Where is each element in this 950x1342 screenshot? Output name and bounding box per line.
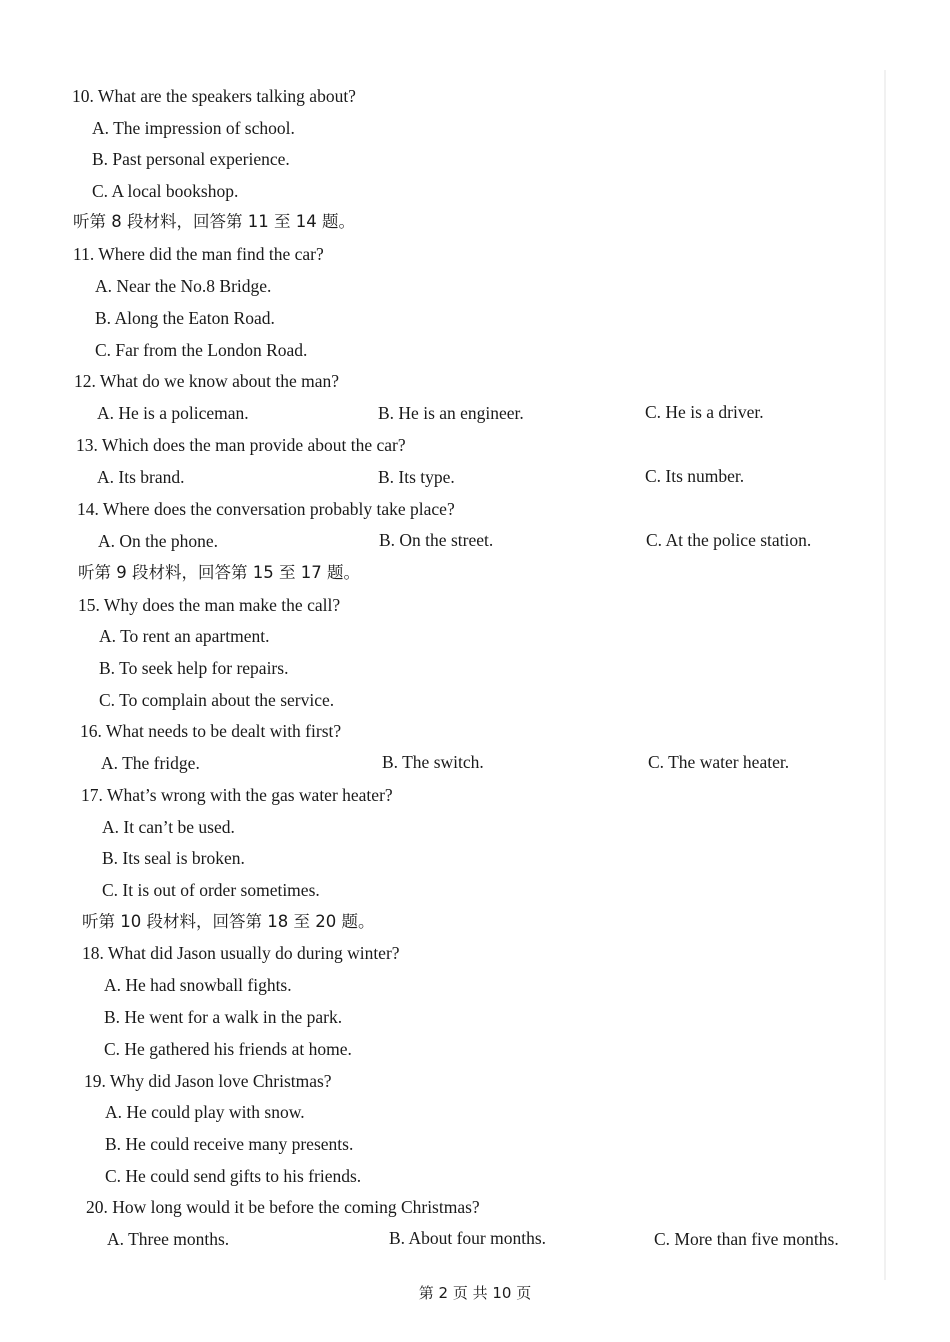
q17-option-b: B. Its seal is broken.: [102, 848, 245, 868]
q10-option-c: C. A local bookshop.: [92, 181, 239, 201]
q16-option-b: B. The switch.: [382, 752, 484, 772]
q12-option-a: A. He is a policeman.: [97, 403, 249, 423]
q20-option-c: C. More than five months.: [654, 1229, 839, 1249]
q20-stem: 20. How long would it be before the coming Christmas?: [86, 1197, 480, 1217]
q16-option-c: C. The water heater.: [648, 752, 790, 772]
section-8-heading: 听第 8 段材料，回答第 11 至 14 题。: [73, 212, 355, 231]
q19-option-c: C. He could send gifts to his friends.: [105, 1166, 362, 1186]
q12-option-c: C. He is a driver.: [645, 402, 764, 422]
q15-option-a: A. To rent an apartment.: [99, 626, 270, 646]
section-9-heading: 听第 9 段材料，回答第 15 至 17 题。: [78, 563, 360, 582]
q13-stem: 13. Which does the man provide about the car?: [76, 435, 406, 455]
scan-edge: [884, 70, 886, 1280]
section-10-heading: 听第 10 段材料，回答第 18 至 20 题。: [82, 912, 375, 931]
q14-stem: 14. Where does the conversation probably take place?: [77, 499, 455, 519]
q14-option-a: A. On the phone.: [98, 531, 219, 551]
q15-stem: 15. Why does the man make the call?: [78, 595, 341, 615]
q16-option-a: A. The fridge.: [101, 753, 200, 773]
q17-option-a: A. It can’t be used.: [102, 817, 235, 837]
q19-option-a: A. He could play with snow.: [105, 1102, 305, 1122]
q20-option-b: B. About four months.: [389, 1228, 547, 1248]
q15-option-b: B. To seek help for repairs.: [99, 658, 289, 678]
q10-option-b: B. Past personal experience.: [92, 149, 290, 169]
q14-option-c: C. At the police station.: [646, 530, 812, 550]
q19-option-b: B. He could receive many presents.: [105, 1134, 354, 1154]
q16-stem: 16. What needs to be dealt with first?: [80, 721, 342, 741]
q20-option-a: A. Three months.: [107, 1229, 230, 1249]
q11-stem: 11. Where did the man find the car?: [73, 244, 324, 264]
q19-stem: 19. Why did Jason love Christmas?: [84, 1071, 332, 1091]
q17-option-c: C. It is out of order sometimes.: [102, 880, 320, 900]
page-footer: 第 2 页 共 10 页: [418, 1284, 532, 1302]
q13-option-b: B. Its type.: [378, 467, 455, 487]
q17-stem: 17. What’s wrong with the gas water heater?: [81, 785, 393, 805]
q10-stem: 10. What are the speakers talking about?: [72, 86, 356, 106]
q11-option-b: B. Along the Eaton Road.: [95, 308, 275, 328]
q12-option-b: B. He is an engineer.: [378, 403, 524, 423]
q18-option-b: B. He went for a walk in the park.: [104, 1007, 343, 1027]
q11-option-a: A. Near the No.8 Bridge.: [95, 276, 272, 296]
q12-stem: 12. What do we know about the man?: [74, 371, 340, 391]
q14-option-b: B. On the street.: [379, 530, 494, 550]
q15-option-c: C. To complain about the service.: [99, 690, 335, 710]
q11-option-c: C. Far from the London Road.: [95, 340, 308, 360]
q13-option-c: C. Its number.: [645, 466, 745, 486]
q18-option-a: A. He had snowball fights.: [104, 975, 292, 995]
q18-stem: 18. What did Jason usually do during winter?: [82, 943, 400, 963]
q13-option-a: A. Its brand.: [97, 467, 185, 487]
q18-option-c: C. He gathered his friends at home.: [104, 1039, 352, 1059]
q10-option-a: A. The impression of school.: [92, 118, 295, 138]
